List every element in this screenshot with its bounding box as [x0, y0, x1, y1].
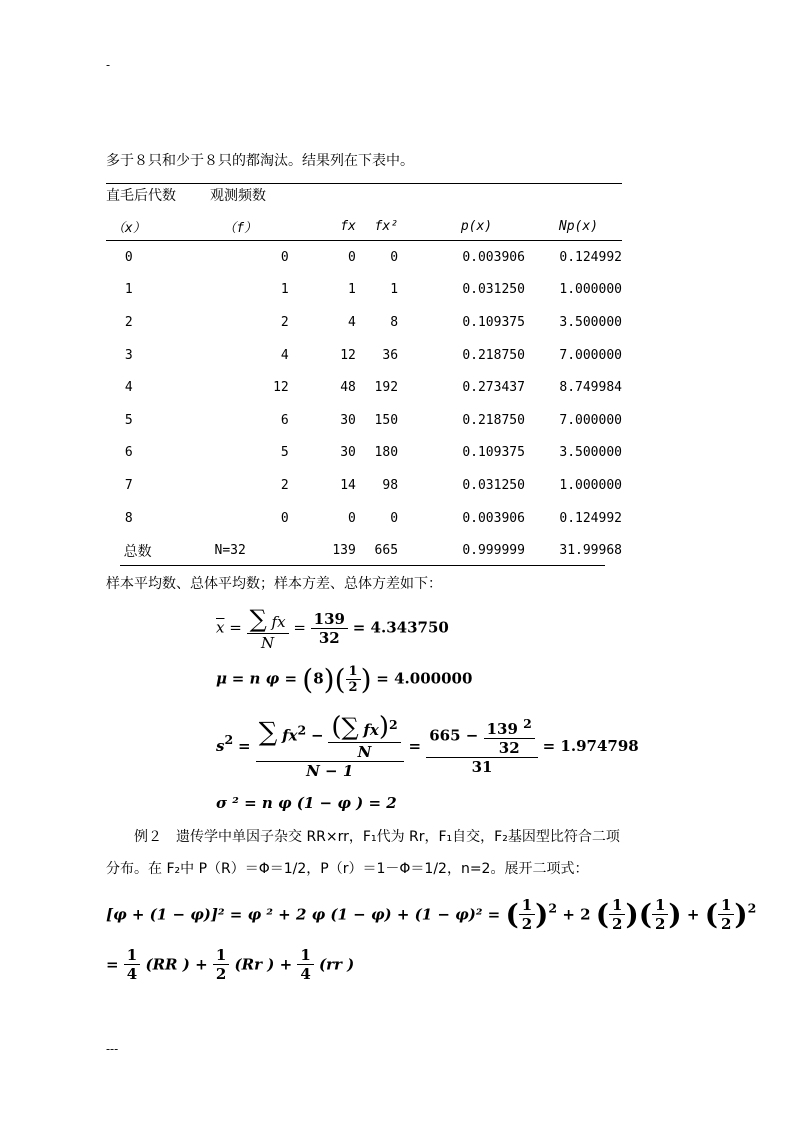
- table-group-header-offspring: 直毛后代数: [106, 188, 176, 204]
- cell: 0: [280, 249, 289, 265]
- table-header-row: [106, 212, 622, 241]
- cell: 12: [273, 380, 289, 396]
- eq-139: 139: [486, 720, 518, 738]
- cell: 1: [348, 282, 356, 298]
- eq-binom-lhs: [φ + (1 − φ)]² = φ ² + 2 φ (1 − φ) + (1 − φ)² =: [106, 905, 501, 924]
- eq-inner-fx: fx: [363, 721, 379, 739]
- eq-half-num: 1: [521, 896, 533, 914]
- cell: 0.003906: [462, 249, 525, 265]
- table-total-row: [106, 534, 622, 567]
- eq-quarter-num: 1: [300, 946, 311, 964]
- eq-half-den: 2: [519, 914, 535, 933]
- cell: 150: [374, 412, 399, 428]
- eq-half-den: 2: [652, 914, 668, 933]
- eq-mean-result: 4.343750: [370, 618, 449, 637]
- eq-quarter-num: 1: [126, 946, 138, 964]
- eq-half-num: 1: [215, 946, 227, 964]
- cell: 0.109375: [462, 314, 525, 330]
- equation-binomial-result: = $\frac{1}{4}$ (RR ) + $\frac{1}{2}$ (Rr ) + $\frac{1}{4}$ (rr ): [106, 946, 355, 983]
- equation-sample-mean: $\overline{x}$ = $\frac{\sum fx}{N}$ = $\frac{139}{32}$ = 4.343750: [216, 605, 449, 652]
- cell: 1: [124, 282, 133, 298]
- eq-half-den: 2: [609, 914, 625, 933]
- cell: 98: [382, 477, 399, 493]
- eq-quarter-den: 4: [297, 964, 313, 983]
- table-row: [106, 502, 622, 535]
- eq-num-139: 139: [313, 610, 345, 628]
- eq-quarter-den: 4: [124, 964, 140, 983]
- cell: 0.124992: [559, 249, 622, 265]
- cell: 2: [280, 477, 289, 493]
- cell: 1.000000: [559, 477, 622, 493]
- cell: 3.500000: [559, 445, 622, 461]
- frequency-table: [106, 212, 622, 567]
- cell: 180: [374, 445, 399, 461]
- eq-term-rr-rec: (rr ): [319, 955, 355, 974]
- sum-symbol: ∑: [249, 605, 267, 633]
- table-row: [106, 306, 622, 339]
- sum-symbol: ∑: [258, 717, 278, 748]
- cell: 8: [390, 314, 399, 330]
- cell: 12: [340, 347, 356, 363]
- cell: 0.999999: [462, 543, 525, 559]
- cell: 0.124992: [559, 510, 622, 526]
- cell: 7: [124, 477, 133, 493]
- cell: 6: [280, 412, 289, 428]
- cell: 0.031250: [462, 282, 525, 298]
- cell: 0: [348, 510, 356, 526]
- table-row: [106, 274, 622, 307]
- cell: 3.500000: [559, 314, 622, 330]
- col-header-fx2: fx²: [374, 218, 399, 234]
- sum-symbol: ∑: [341, 713, 359, 741]
- eq-s: s: [216, 737, 225, 755]
- cell: 14: [340, 477, 356, 493]
- cell: 4: [280, 347, 289, 363]
- cell: 0: [280, 510, 289, 526]
- equation-sample-variance: $s^2$ = ∑ $fx^2$ − $\frac{(\sum fx)^2}{N}$ N − 1 = 665 − $\frac{139 ^2}{32}$ 31 = 1.974798: [216, 712, 639, 780]
- eq-mu-result: 4.000000: [394, 669, 473, 688]
- eq-mu: μ: [216, 669, 227, 688]
- col-header-f: （f）: [223, 220, 258, 236]
- cell: 0: [124, 249, 133, 265]
- cell: 6: [124, 445, 133, 461]
- table-row: [106, 241, 622, 274]
- eq-half-den: 2: [718, 914, 734, 933]
- cell: 7.000000: [559, 347, 622, 363]
- eq-s2-result: 1.974798: [560, 737, 639, 755]
- eq-31: 31: [426, 757, 538, 776]
- eq-mu-den: 2: [346, 679, 361, 695]
- table-row: [106, 469, 622, 502]
- cell: 30: [340, 445, 356, 461]
- eq-665: 665: [429, 726, 461, 745]
- cell: 1.000000: [559, 282, 622, 298]
- eq-den-n: N: [247, 633, 289, 652]
- cell: 5: [124, 412, 133, 428]
- cell: 0.003906: [462, 510, 525, 526]
- eq-mu-num: 1: [348, 664, 358, 679]
- cell: 0: [390, 249, 399, 265]
- cell: 0.273437: [462, 380, 525, 396]
- footer-mark: ---: [106, 1042, 119, 1056]
- example-line-1: 例２ 遗传学中单因子杂交 RR×rr，F₁代为 Rr，F₁自交，F₂基因型比符合二项: [134, 829, 620, 845]
- cell: 4: [348, 314, 356, 330]
- eq-sq: 2: [297, 722, 307, 738]
- header-mark: -: [106, 58, 111, 72]
- table-top-rule: [106, 183, 622, 184]
- cell: 30: [340, 412, 356, 428]
- cell: 8.749984: [559, 380, 622, 396]
- cell: 665: [374, 543, 399, 559]
- eq-half-num: 1: [654, 896, 666, 914]
- eq-n-minus-1: N − 1: [256, 761, 404, 780]
- cell: 139: [332, 543, 356, 559]
- cell: 4: [124, 380, 133, 396]
- cell: 1: [280, 282, 289, 298]
- table-bottom-rule: [120, 565, 605, 566]
- cell: 0.218750: [462, 347, 525, 363]
- cell: 0.109375: [462, 445, 525, 461]
- eq-minus: −: [310, 726, 324, 745]
- col-header-x: （x）: [111, 220, 146, 236]
- cell: 48: [340, 380, 356, 396]
- cell-total-label: 总数: [123, 543, 152, 560]
- cell: 31.99968: [559, 543, 622, 559]
- example-line-2: 分布。在 F₂中 P（R）＝Φ＝1/2，P（r）＝1－Φ＝1/2，n=2。展开二项式：: [106, 861, 589, 877]
- equation-population-mean: μ = n φ = (8)( $\frac{1}{2}$ ) = 4.000000: [216, 663, 473, 696]
- equation-population-variance: σ ² = n φ (1 − φ ) = 2: [216, 794, 397, 812]
- table-row: [106, 437, 622, 470]
- eq-32: 32: [484, 738, 535, 757]
- eq-term-rr-het: (Rr ): [234, 955, 275, 974]
- col-header-fx: fx: [340, 218, 356, 234]
- cell: 8: [124, 510, 133, 526]
- eq-inner-n: N: [328, 742, 400, 761]
- eq-term-rr-dom: (RR ): [145, 955, 190, 974]
- table-row: [106, 371, 622, 404]
- cell: 0.218750: [462, 412, 525, 428]
- intro-text: 多于８只和少于８只的都淘汰。结果列在下表中。: [106, 153, 414, 169]
- equation-binomial-expansion: [φ + (1 − φ)]² = φ ² + 2 φ (1 − φ) + (1 − φ)² = ( $\frac{1}{2}$ )$^2$ + 2 ( $\frac{1}{2}$ )( $\frac{1}{2}$ ) + ( $\frac{1}{2}$ )$^2$: [106, 896, 757, 933]
- cell: 0: [348, 249, 356, 265]
- table-group-header-observed: 观测频数: [210, 188, 266, 204]
- eq-xbar: $\overline{x}$: [216, 618, 225, 637]
- cell: 2: [124, 314, 133, 330]
- col-header-px: p(x): [460, 218, 493, 234]
- cell: 3: [124, 347, 133, 363]
- eq-half-num: 1: [612, 896, 623, 914]
- cell: 36: [382, 347, 399, 363]
- table-row: [106, 404, 622, 437]
- eq-half-den: 2: [213, 964, 229, 983]
- eq-num-fx: fx: [271, 613, 286, 631]
- table-row: [106, 339, 622, 372]
- cell: 0.031250: [462, 477, 525, 493]
- summary-intro: 样本平均数、总体平均数；样本方差、总体方差如下：: [106, 576, 442, 592]
- eq-half-num: 1: [720, 896, 732, 914]
- eq-fx2: fx: [282, 726, 298, 745]
- cell: N=32: [214, 543, 246, 559]
- cell: 5: [280, 445, 289, 461]
- cell: 0: [390, 510, 399, 526]
- col-header-npx: Np(x): [558, 218, 599, 234]
- cell: 1: [390, 282, 399, 298]
- cell: 7.000000: [559, 412, 622, 428]
- cell: 192: [374, 380, 399, 396]
- eq-den-32: 32: [311, 628, 348, 647]
- eq-mu-n: 8: [313, 669, 324, 688]
- cell: 2: [280, 314, 289, 330]
